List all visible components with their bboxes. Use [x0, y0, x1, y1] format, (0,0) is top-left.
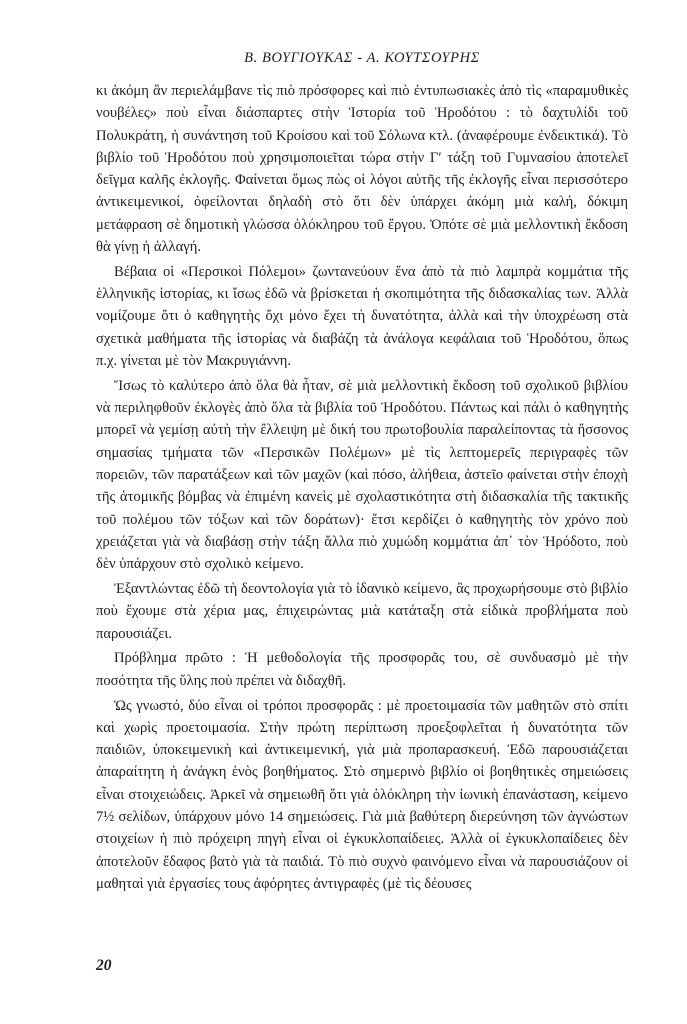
paragraph: Ὡς γνωστό, δύο εἶναι οἱ τρόποι προσφορᾶς : μὲ προετοιμασία τῶν μαθητῶν στὸ σπίτι καὶ χωρὶς προετοιμασία. Στὴν πρώτη περίπτωση προεξοφλεῖται ἡ δυνατότητα τῶν παιδιῶν, ὑποκειμενικὴ καὶ ἀντικειμενική, γιὰ μιὰ προπαρασκευή. Ἐδῶ παρουσιάζεται ἀπαραίτητη ἡ ἀνάγκη ἑνὸς βοηθήματος. Στὸ σημερινὸ βιβλίο οἱ βοηθητικὲς σημειώσεις εἶναι στοιχειώδεις. Ἀρκεῖ νὰ σημειωθῆ ὅτι γιὰ ὁλόκληρη τὴν ἰωνικὴ ἐπανάσταση, κείμενο 7½ σελίδων, ὑπάρχουν μόνο 14 σημειώσεις. Γιὰ μιὰ βαθύτερη διερεύνηση τῶν ἀγνώστων στοιχείων ἡ πιὸ πρόχειρη πηγὴ εἶναι οἱ ἐγκυκλοπαίδειες. Ἀλλὰ οἱ ἐγκυκλοπαίδειες δὲν ἀποτελοῦν ἔδαφος βατὸ γιὰ τὰ παιδιά. Τὸ πιὸ συχνὸ φαινόμενο εἶναι νὰ παρουσιάζουν οἱ μαθηταὶ γιὰ ἐργασίες τους ἀφόρητες ἀντιγραφὲς (μὲ τὶς δέουσες — [96, 697, 628, 892]
paragraph: Ἴσως τὸ καλύτερο ἀπὸ ὅλα θὰ ἦταν, σὲ μιὰ μελλοντικὴ ἔκδοση τοῦ σχολικοῦ βιβλίου νὰ περιληφθοῦν ἐκλογὲς ἀπὸ ὅλα τὰ βιβλία τοῦ Ἡροδότου. Πάντως καὶ πάλι ὁ καθηγητὴς μπορεῖ νὰ γεμίσῃ αὐτὴ τὴν ἔλλειψη μὲ δική του πρωτοβουλία παραλείποντας τὰ ἥσσονος σημασίας τμήματα τῶν «Περσικῶν Πολέμων» μὲ τὶς λεπτομερεῖς περιγραφὲς τῶν πορειῶν, τῶν παρατάξεων καὶ τῶν μαχῶν (καὶ πόσο, ἀλήθεια, ἀστεῖο φαίνεται στὴν ἐποχὴ τῆς ἀτομικῆς βόμβας νὰ ἐπιμένη κανεὶς μὲ σχολαστικότητα στὴ διδασκαλία τῆς τακτικῆς τοῦ πολέμου τῶν τόξων καὶ τῶν δοράτων)· ἔτσι κερδίζει ὁ καθηγητὴς τὸν χρόνο ποὺ χρειάζεται γιὰ νὰ διαβάσῃ στὴν τάξη ἄλλα πιὸ χυμώδη κομμάτια ἀπ᾿ τὸν Ἡρόδοτο, ποὺ δὲν ὑπάρχουν στὸ σχολικὸ κείμενο. — [96, 377, 628, 573]
page — [96, 50, 628, 898]
paragraph: Ἐξαντλώντας ἐδῶ τὴ δεοντολογία γιὰ τὸ ἰδανικὸ κείμενο, ἂς προχωρήσουμε στὸ βιβλίο ποὺ ἔχουμε στὰ χέρια μας, ἐπιχειρώντας μιὰ κατάταξη στὰ εἰδικὰ προβλήματα ποὺ παρουσιάζει. — [96, 581, 628, 642]
running-header: Β. ΒΟΥΓΙΟΥΚΑΣ - Α. ΚΟΥΤΣΟΥΡΗΣ — [244, 50, 480, 66]
paragraph: Πρόβλημα πρῶτο : Ἡ μεθοδολογία τῆς προσφορᾶς του, σὲ συνδυασμὸ μὲ τὴν ποσότητα τῆς ὕλης ποὺ πρέπει νὰ διδαχθῆ. — [96, 650, 628, 689]
body-text — [96, 80, 628, 895]
page-number: 20 — [96, 957, 112, 974]
paragraph: κι ἀκόμη ἂν περιελάμβανε τὶς πιὸ πρόσφορες καὶ πιὸ ἐντυπωσιακὲς ἀπὸ τὶς «παραμυθικὲς νουβέλες» ποὺ εἶναι διάσπαρτες στὴν Ἱστορία τοῦ Ἡροδότου : τὸ δαχτυλίδι τοῦ Πολυκράτη, ἡ συνάντηση τοῦ Κροίσου καὶ τοῦ Σόλωνα κτλ. (ἀναφέρουμε ἐνδεικτικά). Τὸ βιβλίο τοῦ Ἡροδότου ποὺ χρησιμοποιεῖται τώρα στὴν Γ′ τάξη τοῦ Γυμνασίου ἀποτελεῖ δεῖγμα καλῆς ἐκλογῆς. Φαίνεται ὅμως πὼς οἱ λόγοι αὐτῆς τῆς ἐκλογῆς εἶναι περισσότερο ἀντικειμενικοί, ὀφείλονται δηλαδὴ στὸ ὅτι δὲν ὑπάρχει ἀκόμη μιὰ καλή, δόκιμη μετάφραση σὲ δημοτικὴ γλώσσα ὁλόκληρου τοῦ ἔργου. Ὁπότε σὲ μιὰ μελλοντικὴ ἔκδοση θὰ γίνῃ ἡ ἀλλαγή. — [96, 83, 628, 256]
paragraph: Βέβαια οἱ «Περσικοὶ Πόλεμοι» ζωντανεύουν ἕνα ἀπὸ τὰ πιὸ λαμπρὰ κομμάτια τῆς ἑλληνικῆς ἱστορίας, κι ἴσως ἐδῶ νὰ βρίσκεται ἡ σκοπιμότητα τῆς διδασκαλίας των. Ἀλλὰ νομίζουμε ὅτι ὁ καθηγητὴς ὄχι μόνο ἔχει τὴ δυνατότητα, ἀλλὰ καὶ τὴν ὑποχρέωση στὰ σχετικὰ μαθήματα τῆς ἱστορίας νὰ διαβάζη τὰ ἀνάλογα κεφάλαια τοῦ Ἡροδότου, ὅπως π.χ. γίνεται μὲ τὸν Μακρυγιάννη. — [96, 263, 628, 370]
